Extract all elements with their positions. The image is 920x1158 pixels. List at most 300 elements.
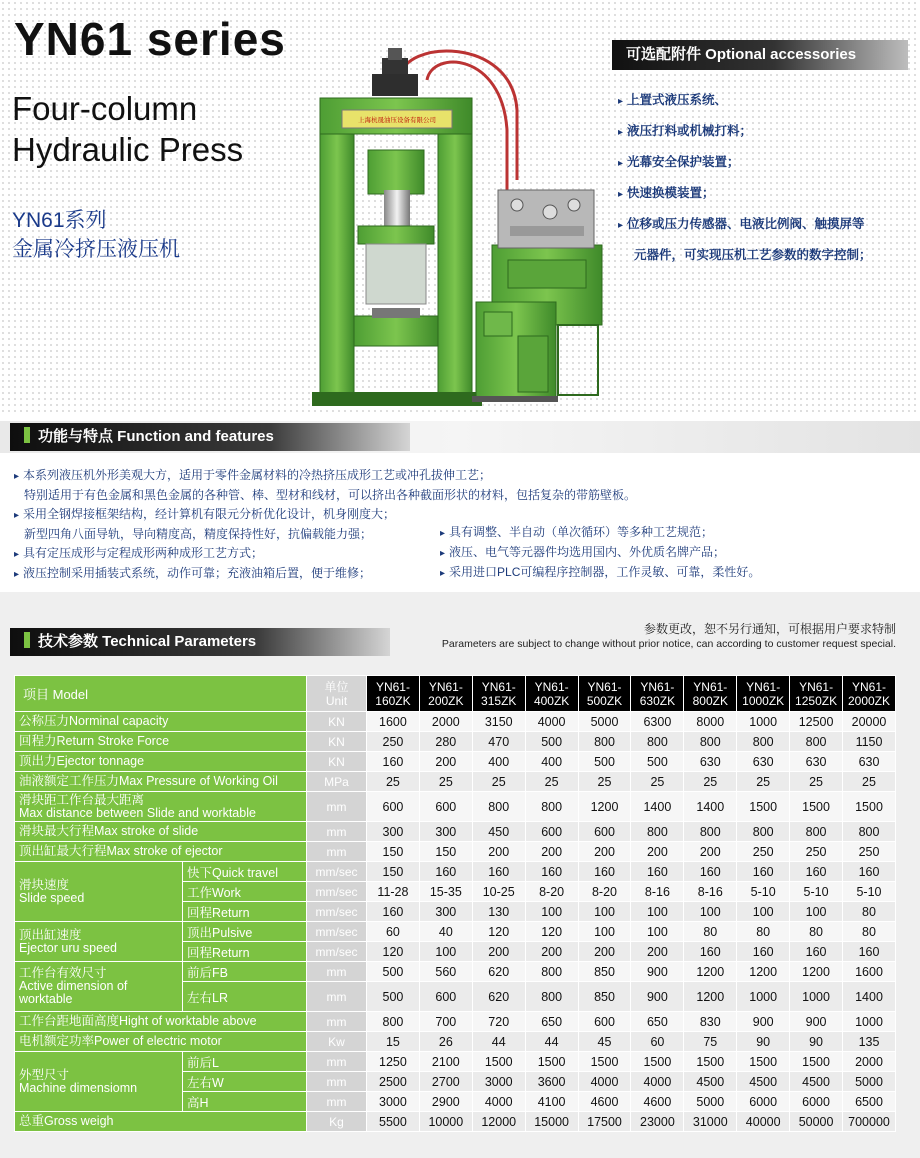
bullet-icon: ▸ (14, 569, 20, 580)
table-cell: 100 (790, 902, 843, 922)
accessory-item: ▸ 快速换模装置； (618, 186, 715, 200)
parameters-table (14, 675, 896, 1132)
table-row (15, 842, 896, 862)
table-row (15, 792, 896, 822)
table-cell: 1500 (684, 1052, 737, 1072)
table-cell: 60 (631, 1032, 684, 1052)
table-cell: 560 (419, 962, 472, 982)
chinese-title: YN61系列 金属冷挤压液压机 (12, 209, 180, 261)
table-cell: 200 (684, 842, 737, 862)
table-cell: 160 (737, 862, 790, 882)
table-cell: 4000 (578, 1072, 631, 1092)
model-column-header: YN61- 500ZK (578, 676, 631, 712)
table-cell: 2000 (843, 1052, 896, 1072)
unit-cell: mm (307, 1072, 367, 1092)
table-cell: 200 (631, 942, 684, 962)
table-cell: 4600 (578, 1092, 631, 1112)
table-cell: 400 (525, 752, 578, 772)
table-cell: 1400 (684, 792, 737, 822)
table-cell: 90 (737, 1032, 790, 1052)
table-cell: 3150 (472, 712, 525, 732)
table-cell: 850 (578, 962, 631, 982)
model-column-header: YN61- 2000ZK (843, 676, 896, 712)
table-cell: 600 (367, 792, 420, 822)
table-cell: 620 (472, 982, 525, 1012)
sub-label: 左右W (183, 1072, 307, 1092)
table-cell: 120 (367, 942, 420, 962)
table-cell: 17500 (578, 1112, 631, 1132)
table-cell: 650 (631, 1012, 684, 1032)
table-cell: 25 (790, 772, 843, 792)
accessory-item: ▸ 光幕安全保护装置； (618, 155, 740, 169)
table-cell: 800 (790, 732, 843, 752)
sub-label: 回程Return (183, 902, 307, 922)
table-cell: 4500 (790, 1072, 843, 1092)
table-cell: 720 (472, 1012, 525, 1032)
row-label: 电机额定功率Power of electric motor (15, 1032, 307, 1052)
bullet-icon: ▸ (14, 549, 20, 560)
table-cell: 1500 (737, 1052, 790, 1072)
table-cell: 80 (684, 922, 737, 942)
unit-header: 单位 Unit (307, 676, 367, 712)
bullet-icon: ▸ (440, 548, 446, 559)
unit-cell: MPa (307, 772, 367, 792)
table-cell: 4500 (684, 1072, 737, 1092)
table-cell: 800 (737, 822, 790, 842)
table-cell: 620 (472, 962, 525, 982)
table-row (15, 1012, 896, 1032)
table-row (15, 962, 896, 982)
table-cell: 15-35 (419, 882, 472, 902)
row-label: 总重Gross weigh (15, 1112, 307, 1132)
table-cell: 700000 (843, 1112, 896, 1132)
table-cell: 800 (525, 792, 578, 822)
table-cell: 800 (737, 732, 790, 752)
table-cell: 900 (790, 1012, 843, 1032)
section-marker (24, 427, 30, 443)
table-cell: 200 (419, 752, 472, 772)
table-cell: 4000 (525, 712, 578, 732)
row-label: 工作台有效尺寸 Active dimension of worktable (15, 962, 183, 1012)
table-cell: 300 (419, 822, 472, 842)
table-cell: 10-25 (472, 882, 525, 902)
table-cell: 630 (684, 752, 737, 772)
table-cell: 800 (684, 732, 737, 752)
model-header: 项目 Model (15, 676, 307, 712)
table-cell: 1000 (843, 1012, 896, 1032)
table-cell: 6300 (631, 712, 684, 732)
table-cell: 12000 (472, 1112, 525, 1132)
table-cell: 12500 (790, 712, 843, 732)
table-cell: 2700 (419, 1072, 472, 1092)
unit-cell: mm (307, 962, 367, 982)
table-cell: 4000 (631, 1072, 684, 1092)
table-cell: 8-20 (578, 882, 631, 902)
table-cell: 160 (631, 862, 684, 882)
table-cell: 280 (419, 732, 472, 752)
table-cell: 300 (419, 902, 472, 922)
sub-label: 回程Return (183, 942, 307, 962)
table-cell: 25 (737, 772, 790, 792)
table-row (15, 732, 896, 752)
table-cell: 470 (472, 732, 525, 752)
table-cell: 11-28 (367, 882, 420, 902)
unit-cell: KN (307, 712, 367, 732)
table-row (15, 822, 896, 842)
row-label: 公称压力Norminal capacity (15, 712, 307, 732)
model-column-header: YN61- 630ZK (631, 676, 684, 712)
table-cell: 5000 (684, 1092, 737, 1112)
table-cell: 25 (472, 772, 525, 792)
table-cell: 8-20 (525, 882, 578, 902)
table-cell: 8-16 (684, 882, 737, 902)
table-cell: 25 (578, 772, 631, 792)
table-cell: 1250 (367, 1052, 420, 1072)
table-cell: 800 (472, 792, 525, 822)
table-cell: 200 (472, 842, 525, 862)
table-cell: 200 (525, 942, 578, 962)
table-cell: 120 (525, 922, 578, 942)
table-cell: 160 (367, 902, 420, 922)
features-heading: 功能与特点 Function and features (10, 423, 410, 451)
table-cell: 25 (684, 772, 737, 792)
table-cell: 300 (367, 822, 420, 842)
table-cell: 200 (631, 842, 684, 862)
table-cell: 25 (419, 772, 472, 792)
table-cell: 600 (578, 1012, 631, 1032)
product-title: Four-column Hydraulic Press (12, 90, 244, 168)
table-cell: 1600 (843, 962, 896, 982)
table-cell: 800 (631, 822, 684, 842)
table-cell: 90 (790, 1032, 843, 1052)
table-cell: 1150 (843, 732, 896, 752)
table-cell: 5000 (578, 712, 631, 732)
table-cell: 400 (472, 752, 525, 772)
sub-label: 左右LR (183, 982, 307, 1012)
table-cell: 100 (578, 922, 631, 942)
table-cell: 630 (790, 752, 843, 772)
table-cell: 5-10 (790, 882, 843, 902)
table-row (15, 712, 896, 732)
table-cell: 25 (631, 772, 684, 792)
feature-item: ▸ 液压、电气等元器件均选用国内、外优质名牌产品； (440, 545, 726, 559)
row-label: 滑块最大行程Max stroke of slide (15, 822, 307, 842)
unit-cell: mm (307, 792, 367, 822)
table-cell: 8000 (684, 712, 737, 732)
feature-item: ▸ 采用全钢焊接框架结构，经计算机有限元分析优化设计，机身刚度大； (14, 507, 396, 521)
unit-cell: Kg (307, 1112, 367, 1132)
table-cell: 1500 (790, 792, 843, 822)
table-row (15, 772, 896, 792)
table-cell: 800 (684, 822, 737, 842)
table-cell: 1200 (737, 962, 790, 982)
table-cell: 1200 (684, 962, 737, 982)
table-cell: 250 (843, 842, 896, 862)
note-english: Parameters are subject to change without prior notice, can according to customer request special. (441, 638, 896, 650)
table-cell: 4600 (631, 1092, 684, 1112)
bullet-icon: ▸ (618, 158, 624, 169)
accessories-heading: 可选配附件 Optional accessories (612, 40, 908, 70)
table-cell: 100 (578, 902, 631, 922)
table-cell: 2500 (367, 1072, 420, 1092)
unit-cell: mm (307, 1012, 367, 1032)
table-cell: 40000 (737, 1112, 790, 1132)
table-row (15, 1052, 896, 1072)
accessory-item-continued: 元器件，可实现压机工艺参数的数字控制； (634, 248, 872, 262)
table-cell: 1200 (790, 962, 843, 982)
table-cell: 75 (684, 1032, 737, 1052)
table-cell: 600 (578, 822, 631, 842)
table-cell: 1500 (578, 1052, 631, 1072)
accessory-item: ▸ 上置式液压系统、 (618, 93, 728, 107)
bullet-icon: ▸ (14, 510, 20, 521)
table-cell: 1500 (472, 1052, 525, 1072)
table-cell: 160 (578, 862, 631, 882)
table-cell: 830 (684, 1012, 737, 1032)
table-cell: 160 (843, 942, 896, 962)
feature-item: ▸ 采用进口PLC可编程序控制器，工作灵敏、可靠，柔性好。 (440, 565, 761, 579)
table-cell: 500 (525, 732, 578, 752)
table-cell: 25 (843, 772, 896, 792)
table-cell: 3600 (525, 1072, 578, 1092)
table-cell: 1000 (737, 982, 790, 1012)
table-cell: 80 (790, 922, 843, 942)
row-label: 回程力Return Stroke Force (15, 732, 307, 752)
bullet-icon: ▸ (618, 189, 624, 200)
table-cell: 1200 (684, 982, 737, 1012)
bullet-icon: ▸ (14, 471, 20, 482)
table-cell: 630 (737, 752, 790, 772)
table-cell: 160 (684, 942, 737, 962)
unit-cell: mm/sec (307, 902, 367, 922)
note-chinese: 参数更改，恕不另行通知，可根据用户要求特制 (643, 622, 896, 636)
table-cell: 250 (790, 842, 843, 862)
table-cell: 200 (578, 842, 631, 862)
sub-label: 前后L (183, 1052, 307, 1072)
table-cell: 450 (472, 822, 525, 842)
table-cell: 800 (525, 982, 578, 1012)
table-cell: 2900 (419, 1092, 472, 1112)
table-cell: 6000 (737, 1092, 790, 1112)
unit-cell: mm/sec (307, 862, 367, 882)
table-cell: 100 (419, 942, 472, 962)
unit-cell: mm (307, 842, 367, 862)
feature-item: 特别适用于有色金属和黑色金属的各种管、棒、型材和线材，可以挤出各种截面形状的材料，包括复杂的带筋壁板。 (24, 488, 637, 502)
hydraulic-press-image (312, 40, 612, 412)
model-column-header: YN61- 315ZK (472, 676, 525, 712)
table-cell: 500 (367, 982, 420, 1012)
features-right (440, 523, 760, 583)
sub-label: 高H (183, 1092, 307, 1112)
unit-cell: mm (307, 822, 367, 842)
row-label: 工作台距地面高度Hight of worktable above (15, 1012, 307, 1032)
table-cell: 6500 (843, 1092, 896, 1112)
table-cell: 160 (684, 862, 737, 882)
feature-item: 新型四角八面导轨，导向精度高，精度保持性好，抗偏载能力强； (24, 527, 373, 541)
table-cell: 650 (525, 1012, 578, 1032)
table-cell: 160 (843, 862, 896, 882)
table-cell: 50000 (790, 1112, 843, 1132)
bullet-icon: ▸ (618, 96, 624, 107)
table-cell: 160 (367, 752, 420, 772)
table-cell: 4000 (472, 1092, 525, 1112)
unit-cell: mm (307, 1092, 367, 1112)
series-title: YN61 series (14, 13, 286, 65)
table-cell: 31000 (684, 1112, 737, 1132)
table-cell: 4500 (737, 1072, 790, 1092)
table-cell: 20000 (843, 712, 896, 732)
table-cell: 80 (843, 922, 896, 942)
table-cell: 200 (525, 842, 578, 862)
table-cell: 160 (472, 862, 525, 882)
accessories-list (618, 91, 918, 277)
table-cell: 15000 (525, 1112, 578, 1132)
table-cell: 150 (367, 842, 420, 862)
table-cell: 800 (843, 822, 896, 842)
table-cell: 130 (472, 902, 525, 922)
table-cell: 160 (790, 862, 843, 882)
table-row (15, 1112, 896, 1132)
table-cell: 15 (367, 1032, 420, 1052)
table-cell: 600 (419, 982, 472, 1012)
table-cell: 200 (472, 942, 525, 962)
table-cell: 44 (525, 1032, 578, 1052)
table-cell: 1400 (631, 792, 684, 822)
table-cell: 1500 (631, 1052, 684, 1072)
table-cell: 5000 (843, 1072, 896, 1092)
unit-cell: mm/sec (307, 942, 367, 962)
table-cell: 2000 (419, 712, 472, 732)
table-cell: 8-16 (631, 882, 684, 902)
table-cell: 160 (790, 942, 843, 962)
table-cell: 45 (578, 1032, 631, 1052)
table-cell: 800 (367, 1012, 420, 1032)
model-column-header: YN61- 160ZK (367, 676, 420, 712)
table-cell: 150 (367, 862, 420, 882)
table-cell: 80 (737, 922, 790, 942)
feature-item: ▸ 具有定压成形与定程成形两种成形工艺方式； (14, 546, 264, 560)
table-cell: 60 (367, 922, 420, 942)
table-cell: 1600 (367, 712, 420, 732)
table-cell: 600 (419, 792, 472, 822)
table-cell: 150 (419, 842, 472, 862)
bullet-icon: ▸ (440, 568, 446, 579)
accessory-item: ▸ 液压打料或机械打料； (618, 124, 753, 138)
bullet-icon: ▸ (440, 528, 446, 539)
table-cell: 40 (419, 922, 472, 942)
unit-cell: KN (307, 732, 367, 752)
row-label: 顶出力Ejector tonnage (15, 752, 307, 772)
row-label: 油液额定工作压力Max Pressure of Working Oil (15, 772, 307, 792)
table-cell: 500 (631, 752, 684, 772)
sub-label: 快下Quick travel (183, 862, 307, 882)
table-cell: 500 (578, 752, 631, 772)
table-row (15, 862, 896, 882)
table-cell: 800 (578, 732, 631, 752)
table-cell: 600 (525, 822, 578, 842)
table-cell: 500 (367, 962, 420, 982)
table-cell: 44 (472, 1032, 525, 1052)
table-cell: 1000 (737, 712, 790, 732)
sub-label: 前后FB (183, 962, 307, 982)
table-cell: 160 (737, 942, 790, 962)
table-cell: 100 (631, 922, 684, 942)
feature-item: ▸ 本系列液压机外形美观大方，适用于零件金属材料的冷热挤压成形工艺或冲孔拔伸工艺； (14, 468, 492, 482)
row-label: 顶出缸速度 Ejector uru speed (15, 922, 183, 962)
table-cell: 850 (578, 982, 631, 1012)
parameters-heading: 技术参数 Technical Parameters (10, 628, 390, 656)
table-cell: 900 (631, 962, 684, 982)
table-cell: 1500 (790, 1052, 843, 1072)
table-cell: 160 (419, 862, 472, 882)
section-marker (24, 632, 30, 648)
sub-label: 工作Work (183, 882, 307, 902)
table-cell: 6000 (790, 1092, 843, 1112)
table-cell: 900 (737, 1012, 790, 1032)
table-cell: 1500 (843, 792, 896, 822)
table-row (15, 752, 896, 772)
bullet-icon: ▸ (618, 127, 624, 138)
table-cell: 4100 (525, 1092, 578, 1112)
table-cell: 800 (631, 732, 684, 752)
model-column-header: YN61- 200ZK (419, 676, 472, 712)
table-cell: 5-10 (843, 882, 896, 902)
table-cell: 900 (631, 982, 684, 1012)
row-label: 滑块距工作台最大距离 Max distance between Slide and worktable (15, 792, 307, 822)
table-cell: 100 (631, 902, 684, 922)
table-cell: 26 (419, 1032, 472, 1052)
table-cell: 120 (472, 922, 525, 942)
table-cell: 800 (525, 962, 578, 982)
row-label: 外型尺寸 Machine dimensiomn (15, 1052, 183, 1112)
unit-cell: mm (307, 982, 367, 1012)
bullet-icon: ▸ (618, 220, 624, 231)
table-cell: 1500 (737, 792, 790, 822)
table-cell: 800 (790, 822, 843, 842)
unit-cell: mm/sec (307, 882, 367, 902)
model-column-header: YN61- 800ZK (684, 676, 737, 712)
sub-label: 顶出Pulsive (183, 922, 307, 942)
table-cell: 25 (367, 772, 420, 792)
model-column-header: YN61- 400ZK (525, 676, 578, 712)
table-row (15, 1032, 896, 1052)
table-cell: 100 (737, 902, 790, 922)
parameters-table-body (15, 676, 896, 1132)
nameplate-text: 上海杭晟油压设备有限公司 (358, 116, 436, 124)
unit-cell: Kw (307, 1032, 367, 1052)
table-cell: 630 (843, 752, 896, 772)
table-cell: 1200 (578, 792, 631, 822)
unit-cell: mm/sec (307, 922, 367, 942)
model-column-header: YN61- 1000ZK (737, 676, 790, 712)
unit-cell: KN (307, 752, 367, 772)
accessory-item: ▸ 位移或压力传感器、电液比例阀、触摸屏等 (618, 217, 865, 231)
table-cell: 100 (684, 902, 737, 922)
table-cell: 10000 (419, 1112, 472, 1132)
table-cell: 23000 (631, 1112, 684, 1132)
table-cell: 25 (525, 772, 578, 792)
table-cell: 3000 (472, 1072, 525, 1092)
table-cell: 80 (843, 902, 896, 922)
table-cell: 1000 (790, 982, 843, 1012)
table-cell: 160 (525, 862, 578, 882)
table-cell: 1500 (525, 1052, 578, 1072)
table-cell: 250 (367, 732, 420, 752)
table-cell: 1400 (843, 982, 896, 1012)
unit-cell: mm (307, 1052, 367, 1072)
table-cell: 100 (525, 902, 578, 922)
table-cell: 3000 (367, 1092, 420, 1112)
